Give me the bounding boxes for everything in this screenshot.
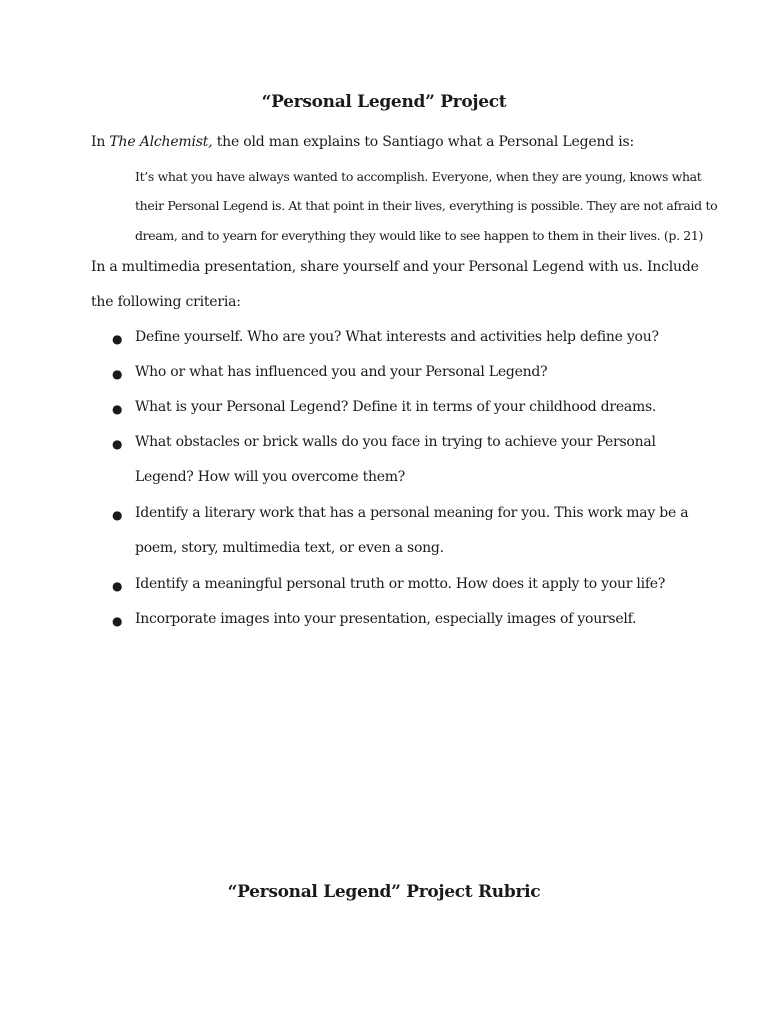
intro-suffix: the old man explains to Santiago what a Personal Legend is: <box>212 134 635 150</box>
quote-line: their Personal Legend is. At that point in their lives, everything is possible. They are not afraid to <box>135 198 718 213</box>
bullet-icon: ● <box>112 367 123 381</box>
criteria-item: What is your Personal Legend? Define it in terms of your childhood dreams. <box>135 399 657 415</box>
criteria-item: Incorporate images into your presentation, especially images of yourself. <box>135 611 637 627</box>
criteria-item: Define yourself. Who are you? What interests and activities help define you? <box>135 329 659 345</box>
bullet-icon: ● <box>112 332 123 346</box>
bullet-icon: ● <box>112 437 123 451</box>
quote-line: It’s what you have always wanted to accomplish. Everyone, when they are young, knows what <box>135 169 702 184</box>
intro-prefix: In <box>91 134 110 150</box>
rubric-title: “Personal Legend” Project Rubric <box>227 882 541 902</box>
book-title: The Alchemist, <box>109 134 213 150</box>
criteria-item: Identify a meaningful personal truth or motto. How does it apply to your life? <box>135 576 666 592</box>
bullet-icon: ● <box>112 508 123 522</box>
page-title: “Personal Legend” Project <box>261 92 507 112</box>
bullet-icon: ● <box>112 402 123 416</box>
instructions-line: the following criteria: <box>91 294 241 310</box>
criteria-item: Who or what has influenced you and your Personal Legend? <box>135 364 548 380</box>
intro-paragraph <box>91 134 634 150</box>
quote-line: dream, and to yearn for everything they would like to see happen to them in their lives. (p. 21) <box>135 228 704 243</box>
bullet-icon: ● <box>112 614 123 628</box>
instructions-line: In a multimedia presentation, share yourself and your Personal Legend with us. Include <box>91 259 699 275</box>
criteria-item-continuation: Legend? How will you overcome them? <box>135 469 406 485</box>
criteria-item: What obstacles or brick walls do you face in trying to achieve your Personal <box>135 434 656 450</box>
criteria-item: Identify a literary work that has a personal meaning for you. This work may be a <box>135 505 689 521</box>
criteria-item-continuation: poem, story, multimedia text, or even a song. <box>135 540 444 556</box>
bullet-icon: ● <box>112 579 123 593</box>
